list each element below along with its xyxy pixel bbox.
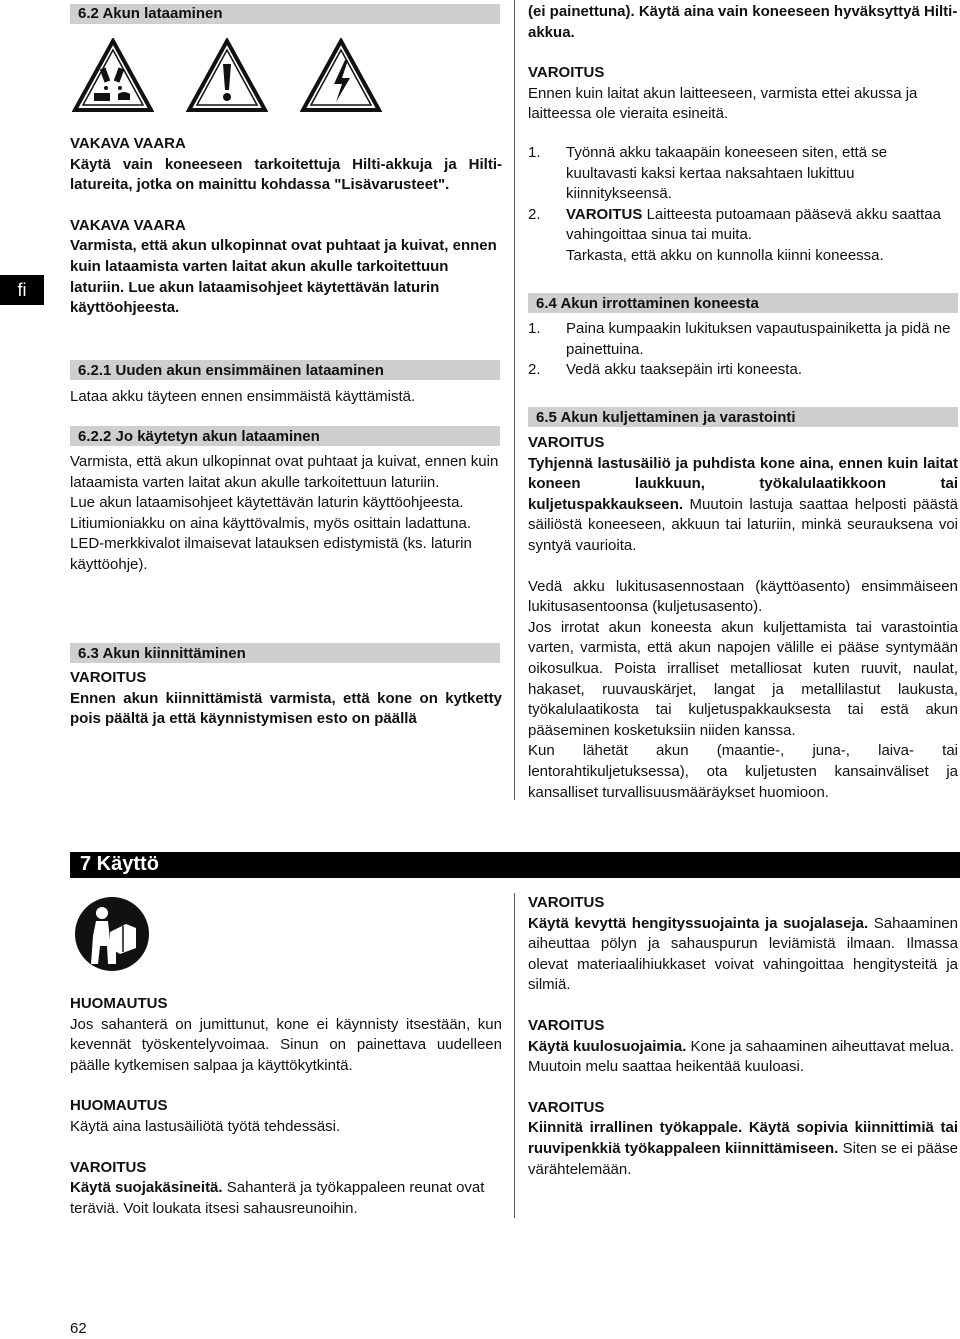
danger-text: Käytä vain koneeseen tarkoitettuja Hilti-akkuja ja Hilti-latureita, jotka on mainittu kohdassa "Lisävarusteet".	[70, 155, 502, 194]
corrosive-warning-icon	[72, 38, 154, 113]
paragraph: Lataa akku täyteen ennen ensimmäistä käyttämistä.	[70, 388, 416, 405]
section-heading-6-2-2: 6.2.2 Jo käytetyn akun lataaminen	[70, 426, 500, 446]
warning-bold-text: Käytä kevyttä hengityssuojainta ja suojalaseja.	[528, 914, 869, 932]
warning-bold-text: Käytä suojakäsineitä.	[70, 1179, 223, 1197]
warning-title: VAROITUS	[528, 1098, 605, 1116]
read-manual-icon	[74, 896, 150, 972]
warning-title: VAROITUS	[528, 434, 605, 451]
paragraph: Jos irrotat akun koneesta akun kuljettamista tai varastointia varten, varmista, että akun napojen välille ei pääse syntymään oikosulkua. Poista irralliset metalliosat kuten ruuvit, naulat, hakaset, ruuvauskärjet, langat ja metallilastut laukusta, työkalulaatikosta tai kuljetuspakkauksesta tai estä akun pääseminen kosketuksiin niiden kanssa.	[528, 618, 958, 739]
list-number: 1.	[528, 144, 541, 161]
warning-bold-text: Kiinnitä irrallinen työkappale. Käytä sopivia kiinnittimiä tai ruuvipenkkiä työkappaleen kiinnittämiseen.	[528, 1119, 958, 1157]
section-heading-6-4: 6.4 Akun irrottaminen koneesta	[528, 293, 958, 313]
chapter-heading: 7 Käyttö	[70, 852, 960, 878]
notice-title: HUOMAUTUS	[70, 1097, 168, 1115]
list-text: Laitteesta putoamaan pääsevä akku saattaa vahingoittaa sinua tai muita.	[566, 205, 941, 244]
danger-text: Varmista, että akun ulkopinnat ovat puhtaat ja kuivat, ennen kuin lataamista varten laitat akun akulle tarkoitettuun laturiin. Lue akun lataamisohjeet käytettävän laturin käyttöohjeesta.	[70, 237, 497, 317]
list-item	[528, 360, 958, 381]
warning-text: Siten se ei pääse värähtelemään.	[528, 1139, 959, 1178]
warning-title: VAROITUS	[70, 1158, 147, 1176]
notice-text: Jos sahanterä on jumittunut, kone ei käynnisty itsestään, kun kevennät työskentelyvoimaa. Sinun on painettava uudelleen päälle kytkemisen salpaa ja käyttökytkintä.	[70, 1015, 502, 1074]
list-text: Työnnä akku takaapäin koneeseen siten, että se kuultavasti kaksi kertaa naksahtaen lukittuu kiinnitykseensä.	[566, 144, 888, 203]
warning-bold-text: Tyhjennä lastusäiliö ja puhdista kone aina, ennen kuin laitat koneen laukkuun, työkalulaatikkoon tai kuljetuspakkaukseen.	[528, 454, 958, 513]
page-number: 62	[70, 1320, 87, 1337]
language-tab-label: fi	[17, 279, 27, 300]
list-item	[528, 205, 958, 267]
section-heading-6-5: 6.5 Akun kuljettaminen ja varastointi	[528, 407, 958, 427]
warning-text: Kone ja sahaaminen aiheuttavat melua. Muutoin melu saattaa heikentää kuuloasi.	[528, 1037, 955, 1076]
danger-title: VAKAVA VAARA	[70, 216, 186, 234]
list-item	[528, 143, 958, 205]
column-divider	[514, 0, 515, 800]
warning-text: Ennen kuin laitat akun laitteeseen, varmista ettei akussa ja laitteessa ole vieraita esineitä.	[528, 84, 918, 123]
list-number: 2.	[528, 361, 541, 379]
warning-title: VAROITUS	[528, 894, 605, 911]
list-item	[528, 319, 958, 360]
paragraph: Litiumioniakku on aina käyttövalmis, myös osittain ladattuna. LED-merkkivalot ilmaisevat latauksen edistymistä (ks. laturin käyttöohje).	[70, 514, 472, 573]
warning-bold-text: Käytä kuulosuojaimia.	[528, 1037, 687, 1055]
warning-text: Muutoin lastuja saattaa helposti päästä säiliöstä koneeseen, akkuun tai laturiin, minkä seurauksena voi syntyä vaurioita.	[528, 495, 958, 554]
electric-warning-icon	[300, 38, 382, 113]
section-heading-6-3: 6.3 Akun kiinnittäminen	[70, 643, 500, 663]
notice-text: Käytä aina lastusäiliötä työtä tehdessäsi.	[70, 1117, 341, 1135]
paragraph: (ei painettuna). Käytä aina vain koneeseen hyväksyttyä Hilti-akkua.	[528, 3, 958, 41]
warning-text: Ennen akun kiinnittämistä varmista, että kone on kytketty pois päältä ja että käynnistymisen esto on päällä	[70, 689, 502, 728]
warning-title: VAROITUS	[528, 1016, 605, 1034]
language-tab	[0, 275, 44, 305]
list-text: Tarkasta, että akku on kunnolla kiinni koneessa.	[566, 246, 884, 264]
danger-title: VAKAVA VAARA	[70, 135, 186, 152]
warning-title: VAROITUS	[528, 64, 605, 82]
warning-title: VAROITUS	[70, 669, 147, 686]
paragraph: Varmista, että akun ulkopinnat ovat puhtaat ja kuivat, ennen kuin lataamista varten laitat akun akulle tarkoitettuun laturiin.	[70, 453, 499, 491]
section-heading-6-2: 6.2 Akun lataaminen	[70, 4, 500, 24]
general-warning-icon	[186, 38, 268, 113]
warning-text: Sahaaminen aiheuttaa pölyn ja sahauspurun leviämistä ilmaan. Ilmassa olevat materiaalihiukkaset voivat vahingoittaa hengitysteitä ja silmiä.	[528, 914, 958, 994]
warning-label: VAROITUS	[566, 205, 643, 223]
paragraph: Vedä akku lukitusasennostaan (käyttöasento) ensimmäiseen lukitusasentoonsa (kuljetusasento).	[528, 577, 958, 616]
warning-text: Sahanterä ja työkappaleen reunat ovat teräviä. Voit loukata itsesi sahausreunoihin.	[70, 1179, 485, 1217]
column-divider	[514, 893, 515, 1218]
list-text: Vedä akku taaksepäin irti koneesta.	[566, 361, 802, 379]
list-number: 1.	[528, 320, 541, 337]
list-text: Paina kumpaakin lukituksen vapautuspainiketta ja pidä ne painettuina.	[566, 320, 951, 358]
paragraph: Kun lähetät akun (maantie-, juna-, laiva- tai lentorahtikuljetuksessa), ota kuljetusten kansainväliset ja kansalliset turvallisuusmääräykset huomioon.	[528, 742, 958, 801]
section-heading-6-2-1: 6.2.1 Uuden akun ensimmäinen lataaminen	[70, 360, 500, 380]
notice-title: HUOMAUTUS	[70, 995, 168, 1012]
list-number: 2.	[528, 205, 541, 223]
paragraph: Lue akun lataamisohjeet käytettävän laturin käyttöohjeesta.	[70, 494, 464, 512]
